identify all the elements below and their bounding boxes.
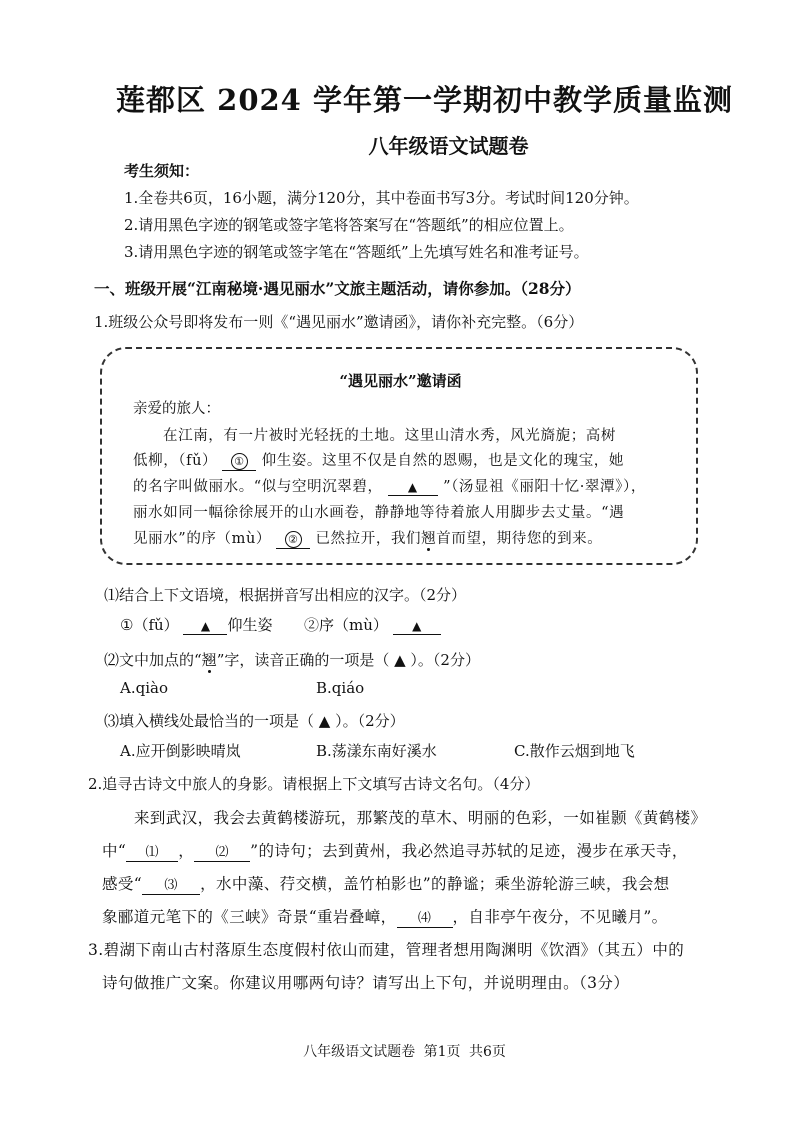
q2-text: ，水中藻、荇交横，盖竹柏影也”的静谧；乘坐游轮游三峡，我会想 xyxy=(200,875,670,893)
section-1-heading: 一、班级开展“江南秘境·遇见丽水”文旅主题活动，请你参加。（28分） xyxy=(94,279,581,298)
q2-text: ”的诗句；去到黄州，我必然追寻苏轼的足迹，漫步在承天寺， xyxy=(250,842,688,860)
blank-triangle[interactable]: ▲ xyxy=(388,481,438,496)
page-footer: 八年级语文试题卷 第1页 共6页 xyxy=(303,1044,506,1060)
q1-sub2-option-b[interactable]: B.qiáo xyxy=(316,679,365,697)
invitation-text: 的名字叫做丽水。“似与空明沉翠碧， xyxy=(133,479,383,495)
q1-sub3-option-b[interactable]: B.荡漾东南好溪水 xyxy=(316,742,437,760)
q2-blank-1[interactable]: ⑴ xyxy=(126,846,178,862)
page-title: 莲都区 2024 学年第一学期初中教学质量监测 xyxy=(116,83,733,117)
notice-heading: 考生须知： xyxy=(124,162,200,180)
page-subtitle: 八年级语文试题卷 xyxy=(368,134,529,158)
answer-blank-1[interactable]: ▲ xyxy=(183,620,227,635)
notice-item-1: 1.全卷共6页，16小题，满分120分，其中卷面书写3分。考试时间120分钟。 xyxy=(124,189,639,207)
prompt-text: ”字，读音正确的一项是（ ▲ ）。（2分） xyxy=(216,651,480,669)
invitation-text: 首而望，期待您的到来。 xyxy=(436,531,603,547)
question-1-prompt: 1.班级公众号即将发布一则《“遇见丽水”邀请函》，请你补充完整。（6分） xyxy=(94,313,584,331)
invitation-text: 仰生姿。这里不仅是自然的恩赐，也是文化的瑰宝，她 xyxy=(261,453,624,469)
answer-label: ①（fǔ） xyxy=(120,616,179,634)
prompt-text: ⑵文中加点的“ xyxy=(104,651,202,669)
invitation-text: 见丽水”的序（mù） xyxy=(133,531,272,547)
q2-text: 中“ xyxy=(102,842,127,860)
invitation-line-2 xyxy=(133,449,624,471)
q2-text: ， xyxy=(178,842,195,860)
blank-1[interactable] xyxy=(222,453,256,471)
q1-sub2-prompt xyxy=(104,649,480,670)
q2-text: ，自非亭午夜分，不见曦月”。 xyxy=(452,908,668,926)
invitation-text: ”（汤显祖《丽阳十忆·翠潭》）， xyxy=(443,479,646,495)
answer-label: ②序（mù） xyxy=(304,616,388,634)
q2-text: 感受“ xyxy=(102,875,143,893)
q1-sub1-answers xyxy=(120,614,441,635)
dotted-character: 翘 xyxy=(421,531,437,547)
q2-text: 象郦道元笔下的《三峡》奇景“重岩叠嶂， xyxy=(102,908,397,926)
q2-line-3 xyxy=(102,872,670,895)
answer-label: 仰生姿 xyxy=(227,616,273,634)
q1-sub1-prompt: ⑴结合上下文语境，根据拼音写出相应的汉字。（2分） xyxy=(104,586,467,604)
invitation-text: 低柳，（fǔ） xyxy=(133,453,218,469)
blank-number: ① xyxy=(231,453,248,470)
answer-blank-2[interactable]: ▲ xyxy=(393,620,441,635)
q2-blank-2[interactable]: ⑵ xyxy=(194,846,250,862)
invitation-line-1: 在江南，有一片被时光轻抚的土地。这里山清水秀，风光旖旎；高树 xyxy=(163,428,616,444)
invitation-text: 已然拉开，我们 xyxy=(315,531,422,547)
q2-blank-3[interactable]: ⑶ xyxy=(142,879,200,895)
question-3-line-2: 诗句做推广文案。你建议用哪两句诗？请写出上下句，并说明理由。（3分） xyxy=(102,974,630,992)
dotted-character: 翘 xyxy=(201,651,217,669)
notice-item-3: 3.请用黑色字迹的钢笔或签字笔在“答题纸”上先填写姓名和准考证号。 xyxy=(124,243,589,261)
blank-2[interactable] xyxy=(276,531,310,549)
invitation-title: “遇见丽水”邀请函 xyxy=(339,372,462,390)
q2-line-2 xyxy=(102,839,688,862)
q2-line-1: 来到武汉，我会去黄鹤楼游玩，那繁茂的草木、明丽的色彩，一如崔颢《黄鹤楼》 xyxy=(134,809,707,827)
question-2-prompt: 2.追寻古诗文中旅人的身影。请根据上下文填写古诗文名句。（4分） xyxy=(88,775,540,793)
question-3-line-1: 3.碧湖下南山古村落原生态度假村依山而建，管理者想用陶渊明《饮酒》（其五）中的 xyxy=(88,941,685,959)
q2-line-4 xyxy=(102,905,668,928)
invitation-line-4: 丽水如同一幅徐徐展开的山水画卷，静静地等待着旅人用脚步去丈量。“遇 xyxy=(133,505,625,521)
invitation-greeting: 亲爱的旅人： xyxy=(133,401,220,417)
invitation-line-3 xyxy=(133,475,646,496)
q1-sub3-option-a[interactable]: A.应开倒影映晴岚 xyxy=(120,742,241,760)
q1-sub3-prompt: ⑶填入横线处最恰当的一项是（ ▲ ）。（2分） xyxy=(104,712,405,730)
q2-blank-4[interactable]: ⑷ xyxy=(397,912,453,928)
invitation-line-5 xyxy=(133,527,602,549)
q1-sub3-option-c[interactable]: C.散作云烟到地飞 xyxy=(514,742,635,760)
notice-item-2: 2.请用黑色字迹的钢笔或签字笔将答案写在“答题纸”的相应位置上。 xyxy=(124,216,574,234)
blank-number: ② xyxy=(285,531,302,548)
q1-sub2-option-a[interactable]: A.qiào xyxy=(120,679,168,697)
